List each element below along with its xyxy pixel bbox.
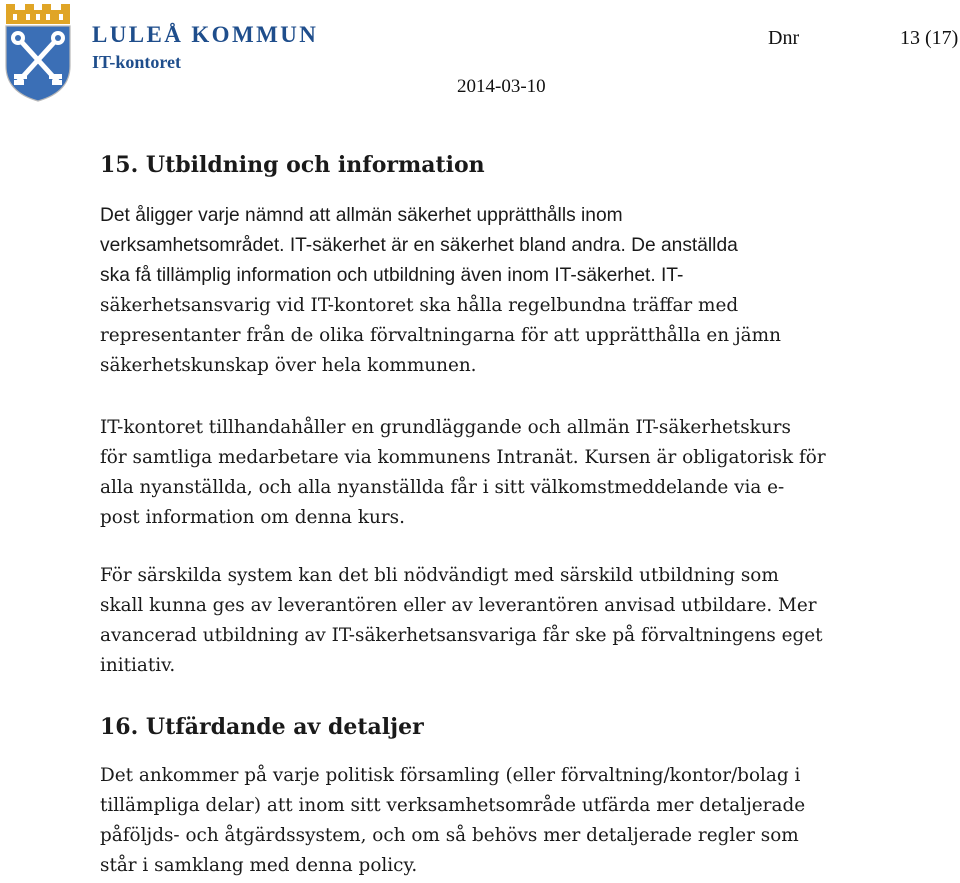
paragraph-line: säkerhetsansvarig vid IT-kontoret ska hålla regelbundna träffar med	[100, 295, 739, 316]
page-number: 13 (17)	[900, 27, 959, 49]
paragraph	[100, 761, 860, 881]
paragraph-line: Det åligger varje nämnd att allmän säkerhet upprätthålls inom	[100, 205, 623, 226]
paragraph	[100, 561, 860, 681]
paragraph-line: avancerad utbildning av IT-säkerhetsansvariga får ske på förvaltningens eget	[100, 625, 823, 646]
paragraph-line: alla nyanställda, och alla nyanställda får i sitt välkomstmeddelande via e-	[100, 477, 785, 498]
dnr-label: Dnr	[768, 27, 800, 49]
paragraph-line: IT-kontoret tillhandahåller en grundläggande och allmän IT-säkerhetskurs	[100, 417, 791, 438]
paragraph-line: initiativ.	[100, 655, 176, 676]
document-date: 2014-03-10	[457, 76, 546, 97]
paragraph	[100, 201, 860, 381]
paragraph-line: tillämpliga delar) att inom sitt verksamhetsområde utfärda mer detaljerade	[100, 795, 806, 816]
section-heading-16: 16. Utfärdande av detaljer	[100, 714, 424, 740]
paragraph-line: För särskilda system kan det bli nödvändigt med särskild utbildning som	[100, 565, 779, 586]
paragraph-line: Det ankommer på varje politisk församling (eller förvaltning/kontor/bolag i	[100, 765, 801, 786]
section-heading-15: 15. Utbildning och information	[100, 152, 485, 178]
paragraph-line: skall kunna ges av leverantören eller av leverantören anvisad utbildare. Mer	[100, 595, 817, 616]
paragraph	[100, 413, 860, 533]
paragraph-line: för samtliga medarbetare via kommunens Intranät. Kursen är obligatorisk för	[100, 447, 826, 468]
paragraph-line: verksamhetsområdet. IT-säkerhet är en säkerhet bland andra. De anställda	[100, 235, 738, 256]
paragraph-line: representanter från de olika förvaltningarna för att upprätthålla en jämn	[100, 325, 781, 346]
lulea-coat-of-arms-icon	[2, 2, 74, 102]
paragraph-line: står i samklang med denna policy.	[100, 855, 418, 876]
organization-unit: IT-kontoret	[92, 52, 182, 72]
paragraph-line: säkerhetskunskap över hela kommunen.	[100, 355, 477, 376]
organization-name: LULEÅ KOMMUN	[92, 22, 319, 47]
paragraph-line: ska få tillämplig information och utbildning även inom IT-säkerhet. IT-	[100, 265, 684, 286]
paragraph-line: post information om denna kurs.	[100, 507, 405, 528]
paragraph-line: påföljds- och åtgärdssystem, och om så behövs mer detaljerade regler som	[100, 825, 799, 846]
